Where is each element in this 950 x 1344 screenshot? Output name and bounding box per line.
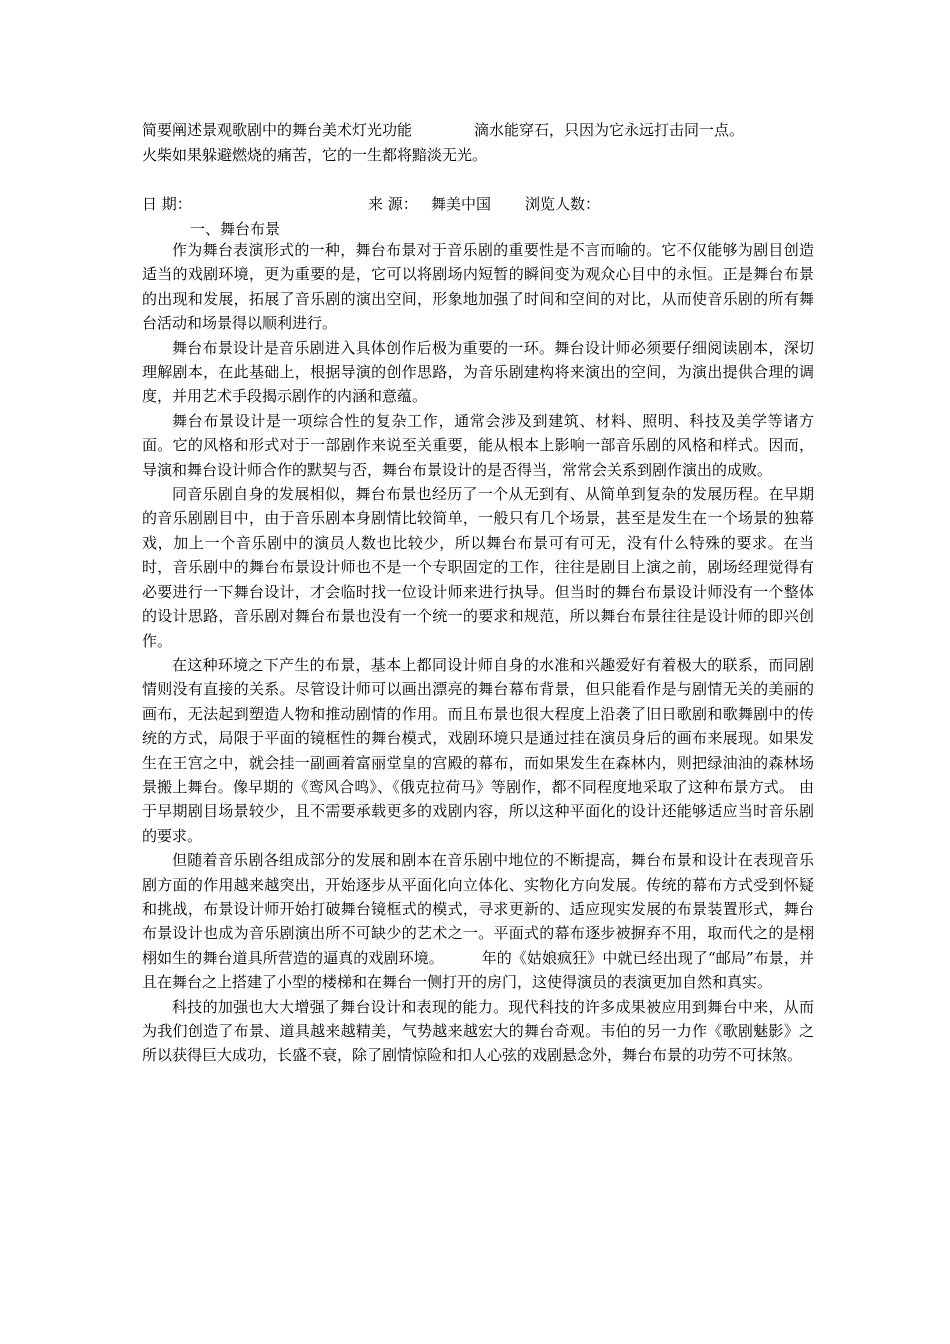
paragraph: 舞台布景设计是音乐剧进入具体创作后极为重要的一环。舞台设计师必须要仔细阅读剧本，深切理解剧本，在此基础上，根据导演的创作思路，为音乐剧建构将来演出的空间，为演出提供合理的调度，并用艺术手段揭示剧作的内涵和意蕴。 [142,338,814,406]
section-heading: 一、舞台布景 [190,220,281,238]
quote-2: 火柴如果躲避燃烧的痛苦，它的一生都将黯淡无光。 [142,146,488,164]
header-line-2 [142,143,487,167]
source-value: 舞美中国 [431,195,492,213]
paragraph: 同音乐剧自身的发展相似，舞台布景也经历了一个从无到有、从简单到复杂的发展历程。在早期的音乐剧剧目中，由于音乐剧本身剧情比较简单，一般只有几个场景，甚至是发生在一个场景的独幕戏，加上一个音乐剧中的演员人数也比较少，所以舞台布景可有可无，没有什么特殊的要求。在当时，音乐剧中的舞台布景设计师也不是一个专职固定的工作，往往是剧目上演之前，剧场经理觉得有必要进行一下舞台设计，才会临时找一位设计师来进行执导。但当时的舞台布景设计师没有一个整体的设计思路，音乐剧对舞台布景也没有一个统一的要求和规范，所以舞台布景往往是设计师的即兴创作。 [142,485,814,650]
source-label: 来 源： [368,195,418,213]
paragraph: 科技的加强也大大增强了舞台设计和表现的能力。现代科技的许多成果被应用到舞台中来，从而为我们创造了布景、道具越来越精美，气势越来越宏大的舞台奇观。韦伯的另一力作《歌剧魅影》之所以获得巨大成功，长盛不衰，除了剧情惊险和扣人心弦的戏剧悬念外，舞台布景的功劳不可抹煞。 [142,997,814,1065]
views-label: 浏览人数： [525,195,601,213]
article-meta [142,192,822,216]
date-label: 日 期： [142,195,192,213]
header-line-1 [142,118,744,142]
article-body [142,238,814,1068]
paragraph: 但随着音乐剧各组成部分的发展和剧本在音乐剧中地位的不断提高，舞台布景和设计在表现音乐剧方面的作用越来越突出，开始逐步从平面化向立体化、实物化方向发展。传统的幕布方式受到怀疑和挑战，布景设计师开始打破舞台镜框式的模式，寻求更新的、适应现实发展的布景装置形式，舞台布景设计也成为音乐剧演出所不可缺少的艺术之一。平面式的幕布逐步被摒弃不用，取而代之的是栩栩如生的舞台道具所营造的逼真的戏剧环境。 年的《姑娘疯狂》中就已经出现了“邮局”布景，并且在舞台之上搭建了小型的楼梯和在舞台一侧打开的房门，这使得演员的表演更加自然和真实。 [142,851,814,992]
paragraph: 作为舞台表演形式的一种，舞台布景对于音乐剧的重要性是不言而喻的。它不仅能够为剧目创造适当的戏剧环境，更为重要的是，它可以将剧场内短暂的瞬间变为观众心目中的永恒。正是舞台布景的出现和发展，拓展了音乐剧的演出空间，形象地加强了时间和空间的对比，从而使音乐剧的所有舞台活动和场景得以顺利进行。 [142,241,814,333]
paragraph: 舞台布景设计是一项综合性的复杂工作，通常会涉及到建筑、材料、照明、科技及美学等诸方面。它的风格和形式对于一部剧作来说至关重要，能从根本上影响一部音乐剧的风格和样式。因而，导演和舞台设计师合作的默契与否，舞台布景设计的是否得当，常常会关系到剧作演出的成败。 [142,411,814,479]
document-title: 简要阐述景观歌剧中的舞台美术灯光功能 [142,121,413,139]
quote-1: 滴水能穿石，只因为它永远打击同一点。 [474,121,745,139]
paragraph: 在这种环境之下产生的布景，基本上都同设计师自身的水准和兴趣爱好有着极大的联系，而同剧情则没有直接的关系。尽管设计师可以画出漂亮的舞台幕布背景，但只能看作是与剧情无关的美丽的画布，无法起到塑造人物和推动剧情的作用。而且布景也很大程度上沿袭了旧日歌剧和歌舞剧中的传统的方式，局限于平面的镜框性的舞台模式，戏剧环境只是通过挂在演员身后的画布来展现。如果发生在王宫之中，就会挂一副画着富丽堂皇的宫殿的幕布，而如果发生在森林内，则把绿油油的森林场景搬上舞台。像早期的《鸾风合鸣》、《俄克拉荷马》等剧作，都不同程度地采取了这种布景方式。 由于早期剧目场景较少，且不需要承载更多的戏剧内容，所以这种平面化的设计还能够适应当时音乐剧的要求。 [142,655,814,845]
